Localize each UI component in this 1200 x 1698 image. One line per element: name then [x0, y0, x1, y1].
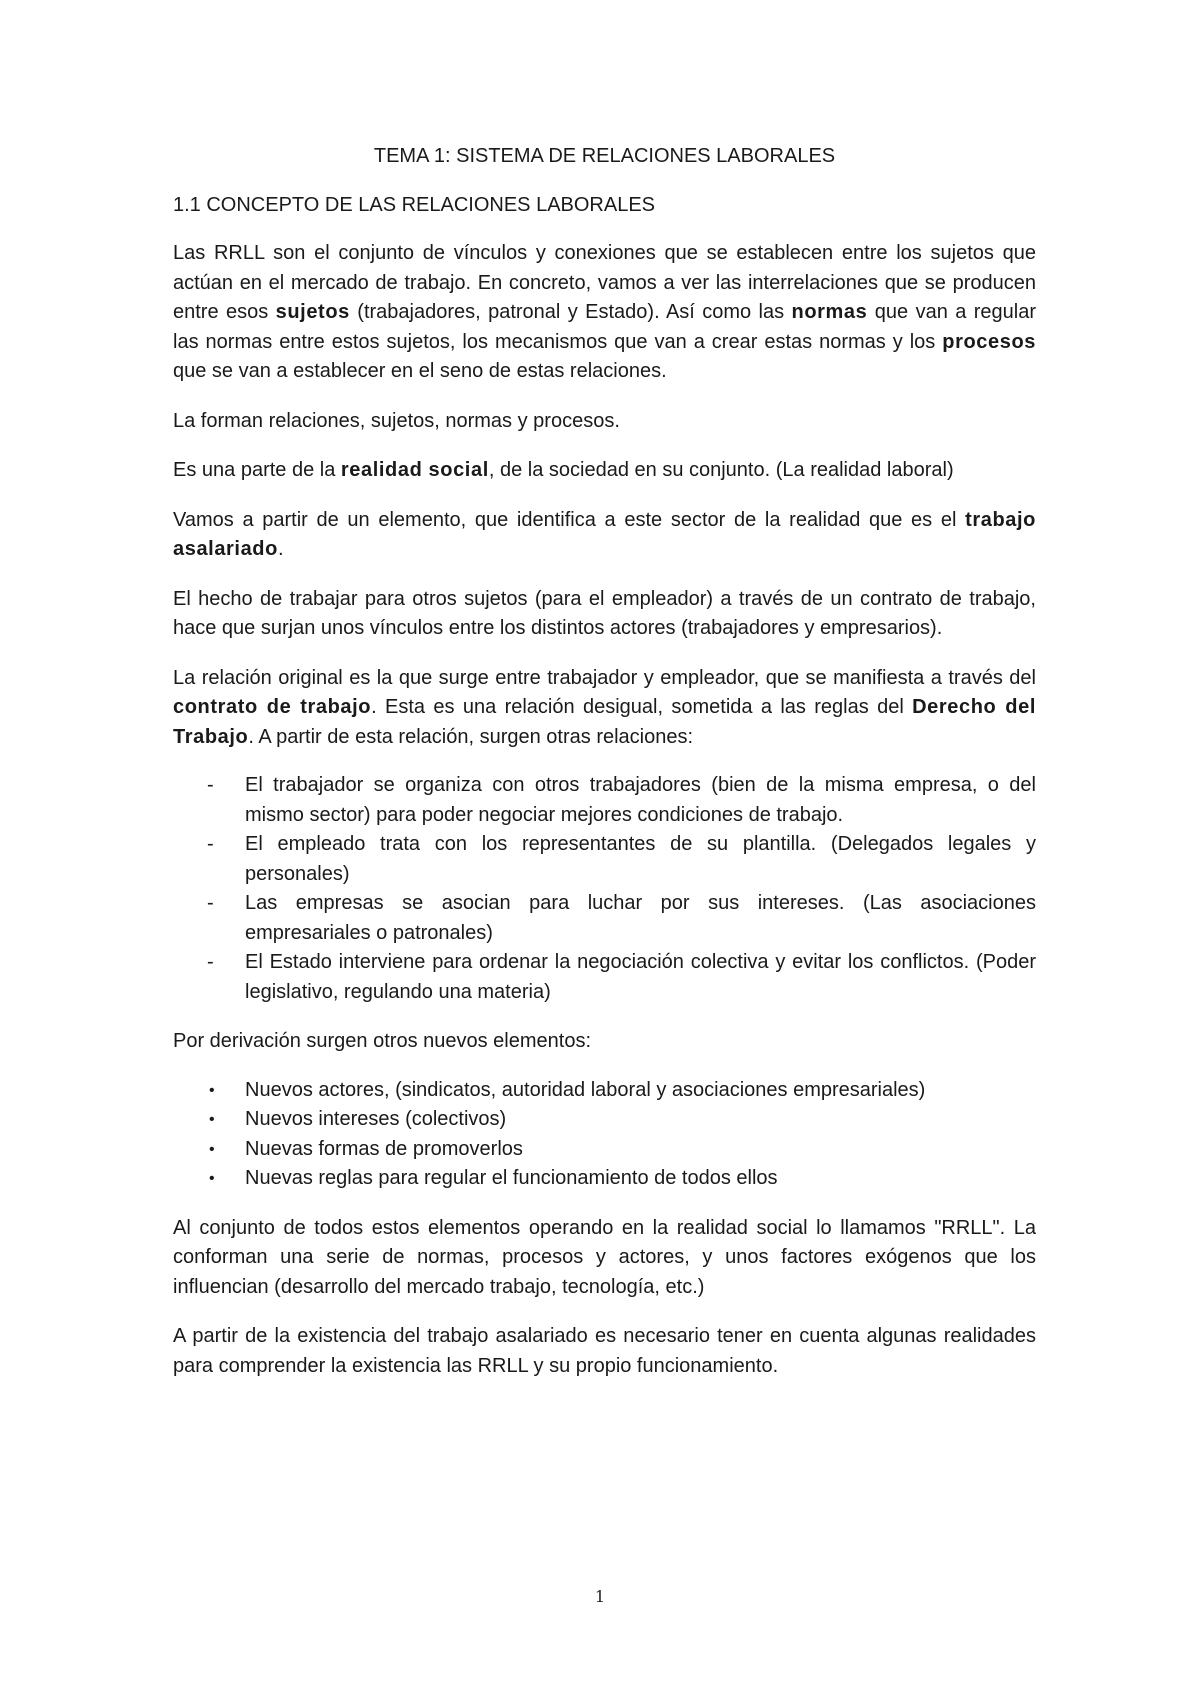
list-item	[173, 948, 1036, 1007]
dash-list	[173, 771, 1036, 1007]
paragraph-original-relation	[173, 664, 1036, 753]
dash-marker: -	[207, 774, 214, 796]
bold-term-procesos: procesos	[942, 330, 1036, 353]
bullet-icon: •	[209, 1111, 215, 1128]
bold-term-trabajo-asalariado: trabajo asalariado	[173, 508, 1036, 560]
list-item	[173, 1164, 1036, 1194]
list-item	[173, 1076, 1036, 1106]
paragraph-composition: La forman relaciones, sujetos, normas y procesos.	[173, 409, 620, 432]
paragraph-realities: A partir de la existencia del trabajo asalariado es necesario tener en cuenta algunas realidades para comprender la existencia las RRLL y su propio funcionamiento.	[173, 1325, 1036, 1377]
dash-marker: -	[207, 951, 214, 973]
list-item-text: El Estado interviene para ordenar la negociación colectiva y evitar los conflictos. (Poder legislativo, regulando una materia)	[245, 951, 1036, 1003]
bullet-icon: •	[209, 1081, 215, 1099]
paragraph-text: Vamos a partir de un elemento, que identifica a este sector de la realidad que es el	[173, 508, 966, 531]
document-body	[173, 142, 1036, 1381]
paragraph-rrll-definition: Al conjunto de todos estos elementos operando en la realidad social lo llamamos "RRLL". La conforman una serie de normas, procesos y actores, y unos factores exógenos que los influencian (desarrollo del mercado trabajo, tecnología, etc.)	[173, 1216, 1036, 1298]
list-item-text: Nuevos intereses (colectivos)	[245, 1108, 507, 1130]
paragraph-working-for-others: El hecho de trabajar para otros sujetos (para el empleador) a través de un contrato de trabajo, hace que surjan unos vínculos entre los distintos actores (trabajadores y empresarios).	[173, 587, 1036, 639]
paragraph-text: que se van a establecer en el seno de estas relaciones.	[173, 360, 667, 382]
paragraph-text: que van a regular las normas entre estos sujetos, los mecanismos que van a crear estas normas y los	[173, 301, 1036, 353]
list-item-text: Nuevos actores, (sindicatos, autoridad laboral y asociaciones empresariales)	[245, 1078, 926, 1101]
list-item	[173, 771, 1036, 830]
paragraph-definition	[173, 239, 1036, 387]
bold-term-contrato-de-trabajo: contrato de trabajo	[173, 696, 372, 718]
bold-term-sujetos: sujetos	[275, 301, 350, 323]
paragraph-text: .	[277, 538, 284, 560]
document-title: TEMA 1: SISTEMA DE RELACIONES LABORALES	[373, 145, 836, 167]
dash-marker: -	[207, 833, 214, 855]
paragraph-text: . A partir de esta relación, surgen otras relaciones:	[248, 725, 694, 748]
bold-term-derecho-del-trabajo: Derecho del Trabajo	[173, 696, 1036, 748]
paragraph-text: , de la sociedad en su conjunto. (La realidad laboral)	[488, 459, 954, 481]
list-item-text: Las empresas se asocian para luchar por sus intereses. (Las asociaciones empresariales o patronales)	[245, 892, 1036, 944]
dash-marker: -	[207, 892, 214, 914]
page-number: 1	[594, 1587, 606, 1606]
paragraph-text: Es una parte de la	[173, 459, 341, 481]
list-item-text: El trabajador se organiza con otros trabajadores (bien de la misma empresa, o del mismo sector) para poder negociar mejores condiciones de trabajo.	[245, 774, 1036, 826]
list-item	[173, 889, 1036, 948]
paragraph-text: . Esta es una relación desigual, sometida a las reglas del	[371, 696, 913, 718]
paragraph-derivation: Por derivación surgen otros nuevos elementos:	[173, 1030, 592, 1052]
list-item-text: Nuevas reglas para regular el funcionamiento de todos ellos	[245, 1167, 778, 1189]
bullet-icon: •	[209, 1140, 215, 1158]
bullet-icon: •	[209, 1170, 215, 1187]
bullet-list	[173, 1076, 1036, 1194]
paragraph-social-reality	[173, 456, 1036, 486]
bold-term-realidad-social: realidad social	[340, 459, 489, 481]
list-item	[173, 1105, 1036, 1135]
paragraph-wage-labor	[173, 506, 1036, 565]
bold-term-normas: normas	[791, 301, 868, 323]
section-heading: 1.1 CONCEPTO DE LAS RELACIONES LABORALES	[173, 194, 656, 216]
paragraph-text: La relación original es la que surge entre trabajador y empleador, que se manifiesta a través del	[173, 666, 1036, 689]
list-item	[173, 830, 1036, 889]
paragraph-text: (trabajadores, patronal y Estado). Así como las	[349, 301, 792, 323]
paragraph-text: Las RRLL son el conjunto de vínculos y conexiones que se establecen entre los sujetos que actúan en el mercado de trabajo. En concreto, vamos a ver las interrelaciones que se producen entre esos	[173, 242, 1036, 323]
list-item	[173, 1135, 1036, 1165]
list-item-text: Nuevas formas de promoverlos	[245, 1137, 523, 1160]
list-item-text: El empleado trata con los representantes de su plantilla. (Delegados legales y personales)	[245, 833, 1036, 885]
